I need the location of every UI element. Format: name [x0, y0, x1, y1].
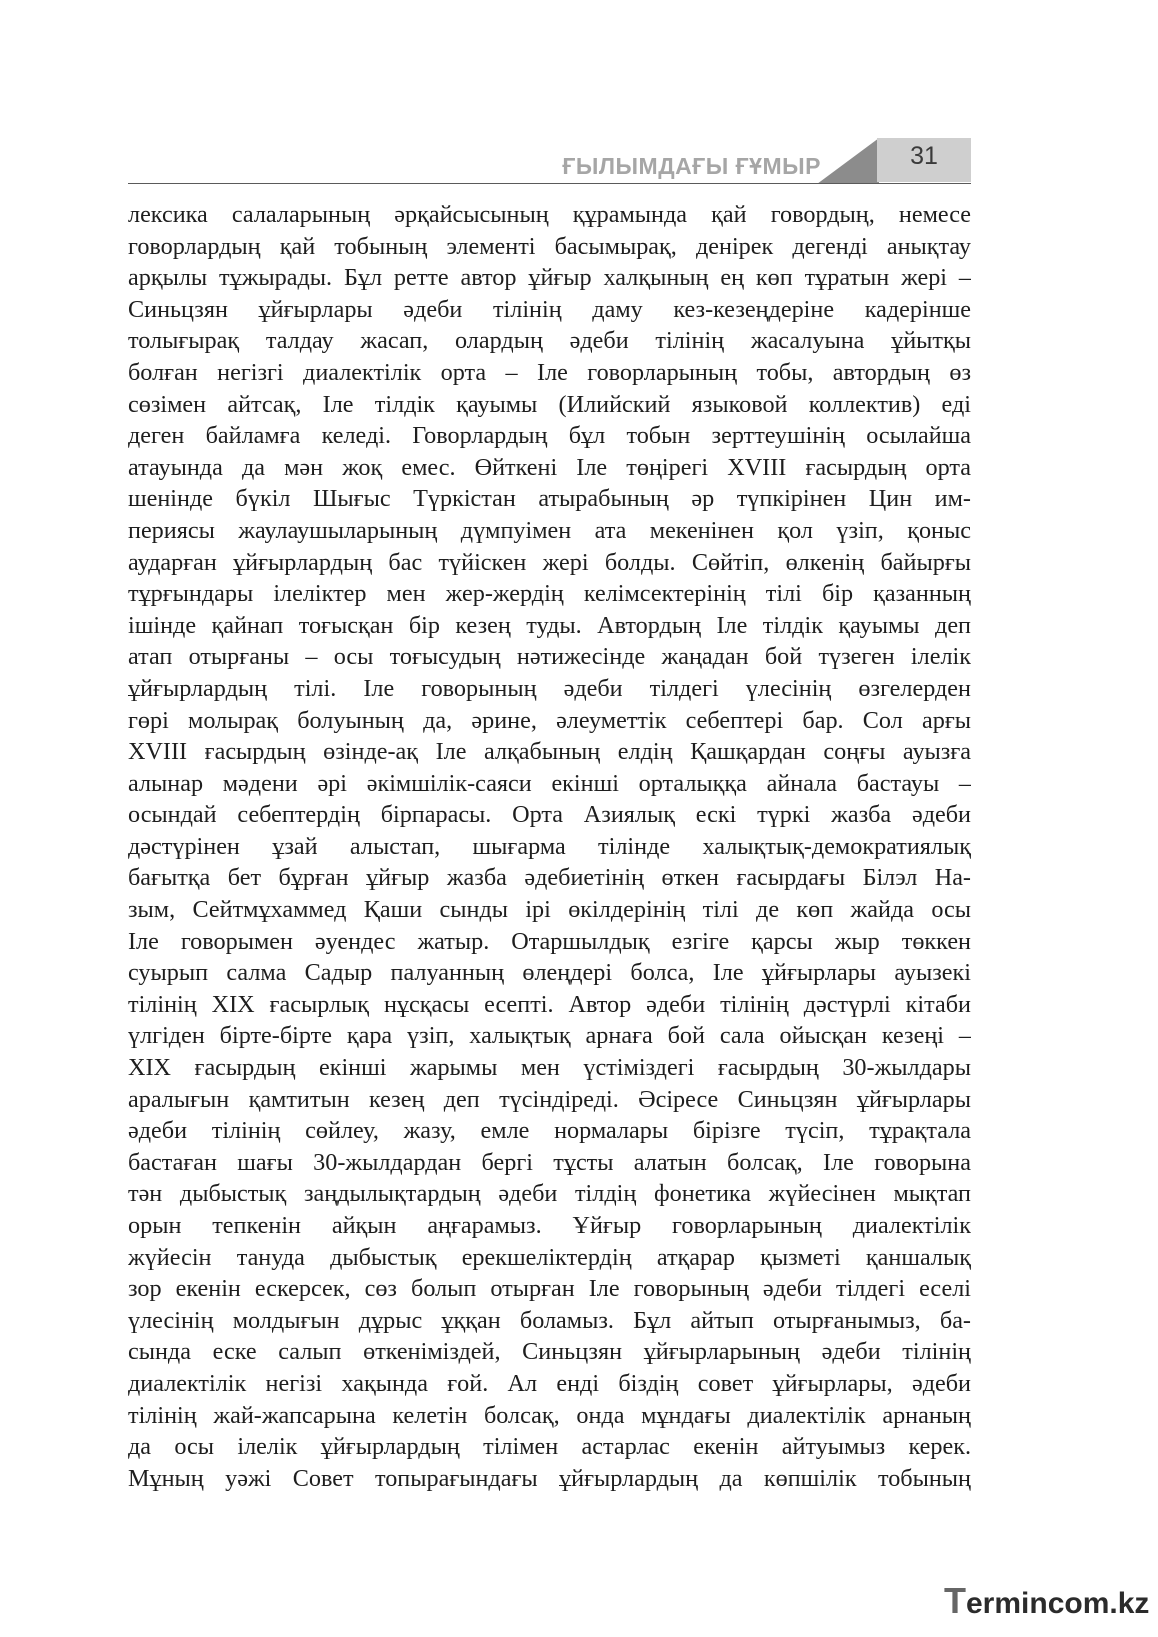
- text-line: гөрі молырақ болуының да, әрине, әлеуметтік себептері бар. Сол арғы: [128, 706, 971, 734]
- text-line: тән дыбыстық заңдылықтардың әдеби тілдің фонетика жүйесінен мықтап: [128, 1180, 971, 1208]
- text-line: периясы жаулаушыларының дүмпуімен ата мекенінен қол үзіп, қоныс: [128, 516, 971, 544]
- text-line: сында еске салып өткеніміздей, Синьцзян ұйғырларының әдеби тілінің: [128, 1338, 971, 1366]
- body-text: [128, 199, 971, 1494]
- header-title: ҒЫЛЫМДАҒЫ ҒҰМЫР: [562, 153, 821, 179]
- site-watermark: [944, 1580, 1149, 1622]
- text-line: осындай себептердің бірпарасы. Орта Азиялық ескі түркі жазба әдеби: [128, 801, 971, 829]
- watermark-suffix: m.kz: [1082, 1587, 1150, 1620]
- text-line: да осы ілелік ұйғырлардың тілімен астарлас екенін айтуымыз керек.: [128, 1433, 971, 1461]
- text-line: шенінде бүкіл Шығыс Түркістан атырабының әр түпкірінен Цин им-: [128, 485, 971, 513]
- text-line: XIX ғасырдың екінші жарымы мен үстіміздегі ғасырдың 30-жылдары: [128, 1054, 971, 1082]
- text-line: Мұның уәжі Совет топырағындағы ұйғырлардың да көпшілік тобының: [128, 1464, 971, 1492]
- text-line: болған негізгі диалектілік орта – Іле говорларының тобы, автордың өз: [128, 358, 971, 386]
- text-line: аралығын қамтитын кезең деп түсіндіреді. Әсіресе Синьцзян ұйғырлары: [128, 1085, 971, 1113]
- text-line: деген байламға келеді. Говорлардың бұл тобын зерттеушінің осылайша: [128, 422, 971, 450]
- text-line: үлгіден бірте-бірте қара үзіп, халықтық арнаға бой сала ойысқан кезеңі –: [128, 1022, 971, 1050]
- text-line: әдеби тілінің сөйлеу, жазу, емле нормалары бірізге түсіп, тұрақтала: [128, 1117, 971, 1145]
- text-line: говорлардың қай тобының элементі басымырақ, денірек дегенді анықтау: [128, 232, 971, 260]
- text-line: диалектілік негізі хақында ғой. Ал енді біздің совет ұйғырлары, әдеби: [128, 1369, 971, 1397]
- watermark-o-magnifier-icon: o: [1064, 1587, 1083, 1620]
- text-line: тілінің XIX ғасырлық нұсқасы есепті. Автор әдеби тілінің дәстүрлі кітаби: [128, 990, 971, 1018]
- text-line: толығырақ талдау жасап, олардың әдеби тілінің жасалуына ұйытқы: [128, 327, 971, 355]
- header-wedge-shape: [817, 138, 879, 184]
- text-line: ішінде қайнап тоғысқан бір кезең туды. Автордың Іле тілдік қауымы деп: [128, 611, 971, 639]
- text-line: алынар мәдени әрі әкімшілік-саяси екінші орталыққа айнала бастауы –: [128, 769, 971, 797]
- text-line: тұрғындары ілеліктер мен жер-жердің келімсектерінің тілі бір қазанның: [128, 580, 971, 608]
- watermark-t-logo: T: [944, 1580, 966, 1621]
- text-line: сөзімен айтсақ, Іле тілдік қауымы (Илийский языковой коллектив) еді: [128, 390, 971, 418]
- page-number: 31: [910, 142, 938, 170]
- text-line: атап отырғаны – осы тоғысудың нәтижесінде жаңадан бой түзеген ілелік: [128, 643, 971, 671]
- text-line: дәстүрінен ұзай алыстап, шығарма тілінде халықтық-демократиялық: [128, 832, 971, 860]
- text-line: Іле говорымен әуендес жатыр. Отаршылдық езгіге қарсы жыр төккен: [128, 927, 971, 955]
- text-line: ұйғырлардың тілі. Іле говорының әдеби тілдегі үлесінің өзгелерден: [128, 674, 971, 702]
- watermark-text: erminc: [966, 1587, 1065, 1620]
- text-line: бағытқа бет бұрған ұйғыр жазба әдебиетінің өткен ғасырдағы Білэл На-: [128, 864, 971, 892]
- text-line: орын тепкенін айқын аңғарамыз. Ұйғыр говорларының диалектілік: [128, 1212, 971, 1239]
- text-line: жүйесін тануда дыбыстық ерекшеліктердің атқарар қызметі қаншалық: [128, 1243, 971, 1271]
- text-line: Синьцзян ұйғырлары әдеби тілінің даму кез-кезеңдеріне кадерінше: [128, 295, 971, 323]
- text-line: арқылы тұжырады. Бұл ретте автор ұйғыр халқының ең көп тұратын жері –: [128, 264, 971, 292]
- text-line: лексика салаларының әрқайсысының құрамында қай говордың, немесе: [128, 201, 971, 228]
- running-header: [128, 136, 971, 186]
- text-line: зор екенін ескерсек, сөз болып отырған Іле говорының әдеби тілдегі еселі: [128, 1275, 971, 1303]
- text-line: тілінің жай-жапсарына келетін болсақ, онда мұндағы диалектілік арнаның: [128, 1401, 971, 1429]
- text-line: атауында да мән жоқ емес. Өйткені Іле төңірегі XVIII ғасырдың орта: [128, 453, 971, 481]
- text-line: аударған ұйғырлардың бас түйіскен жері болды. Сөйтіп, өлкенің байырғы: [128, 548, 971, 576]
- text-line: XVIII ғасырдың өзінде-ақ Іле алқабының елдің Қашқардан соңғы ауызға: [128, 738, 971, 766]
- text-line: үлесінің молдығын дұрыс ұққан боламыз. Бұл айтып отырғанымыз, ба-: [128, 1306, 971, 1334]
- header-rule: [128, 183, 971, 184]
- text-line: бастаған шағы 30-жылдардан бергі тұсты алатын болсақ, Іле говорына: [128, 1148, 971, 1176]
- text-line: суырып салма Садыр палуанның өлеңдері болса, Іле ұйғырлары ауызекі: [128, 959, 971, 987]
- text-line: зым, Сейтмұхаммед Қаши сынды ірі өкілдерінің тілі де көп жайда осы: [128, 896, 971, 924]
